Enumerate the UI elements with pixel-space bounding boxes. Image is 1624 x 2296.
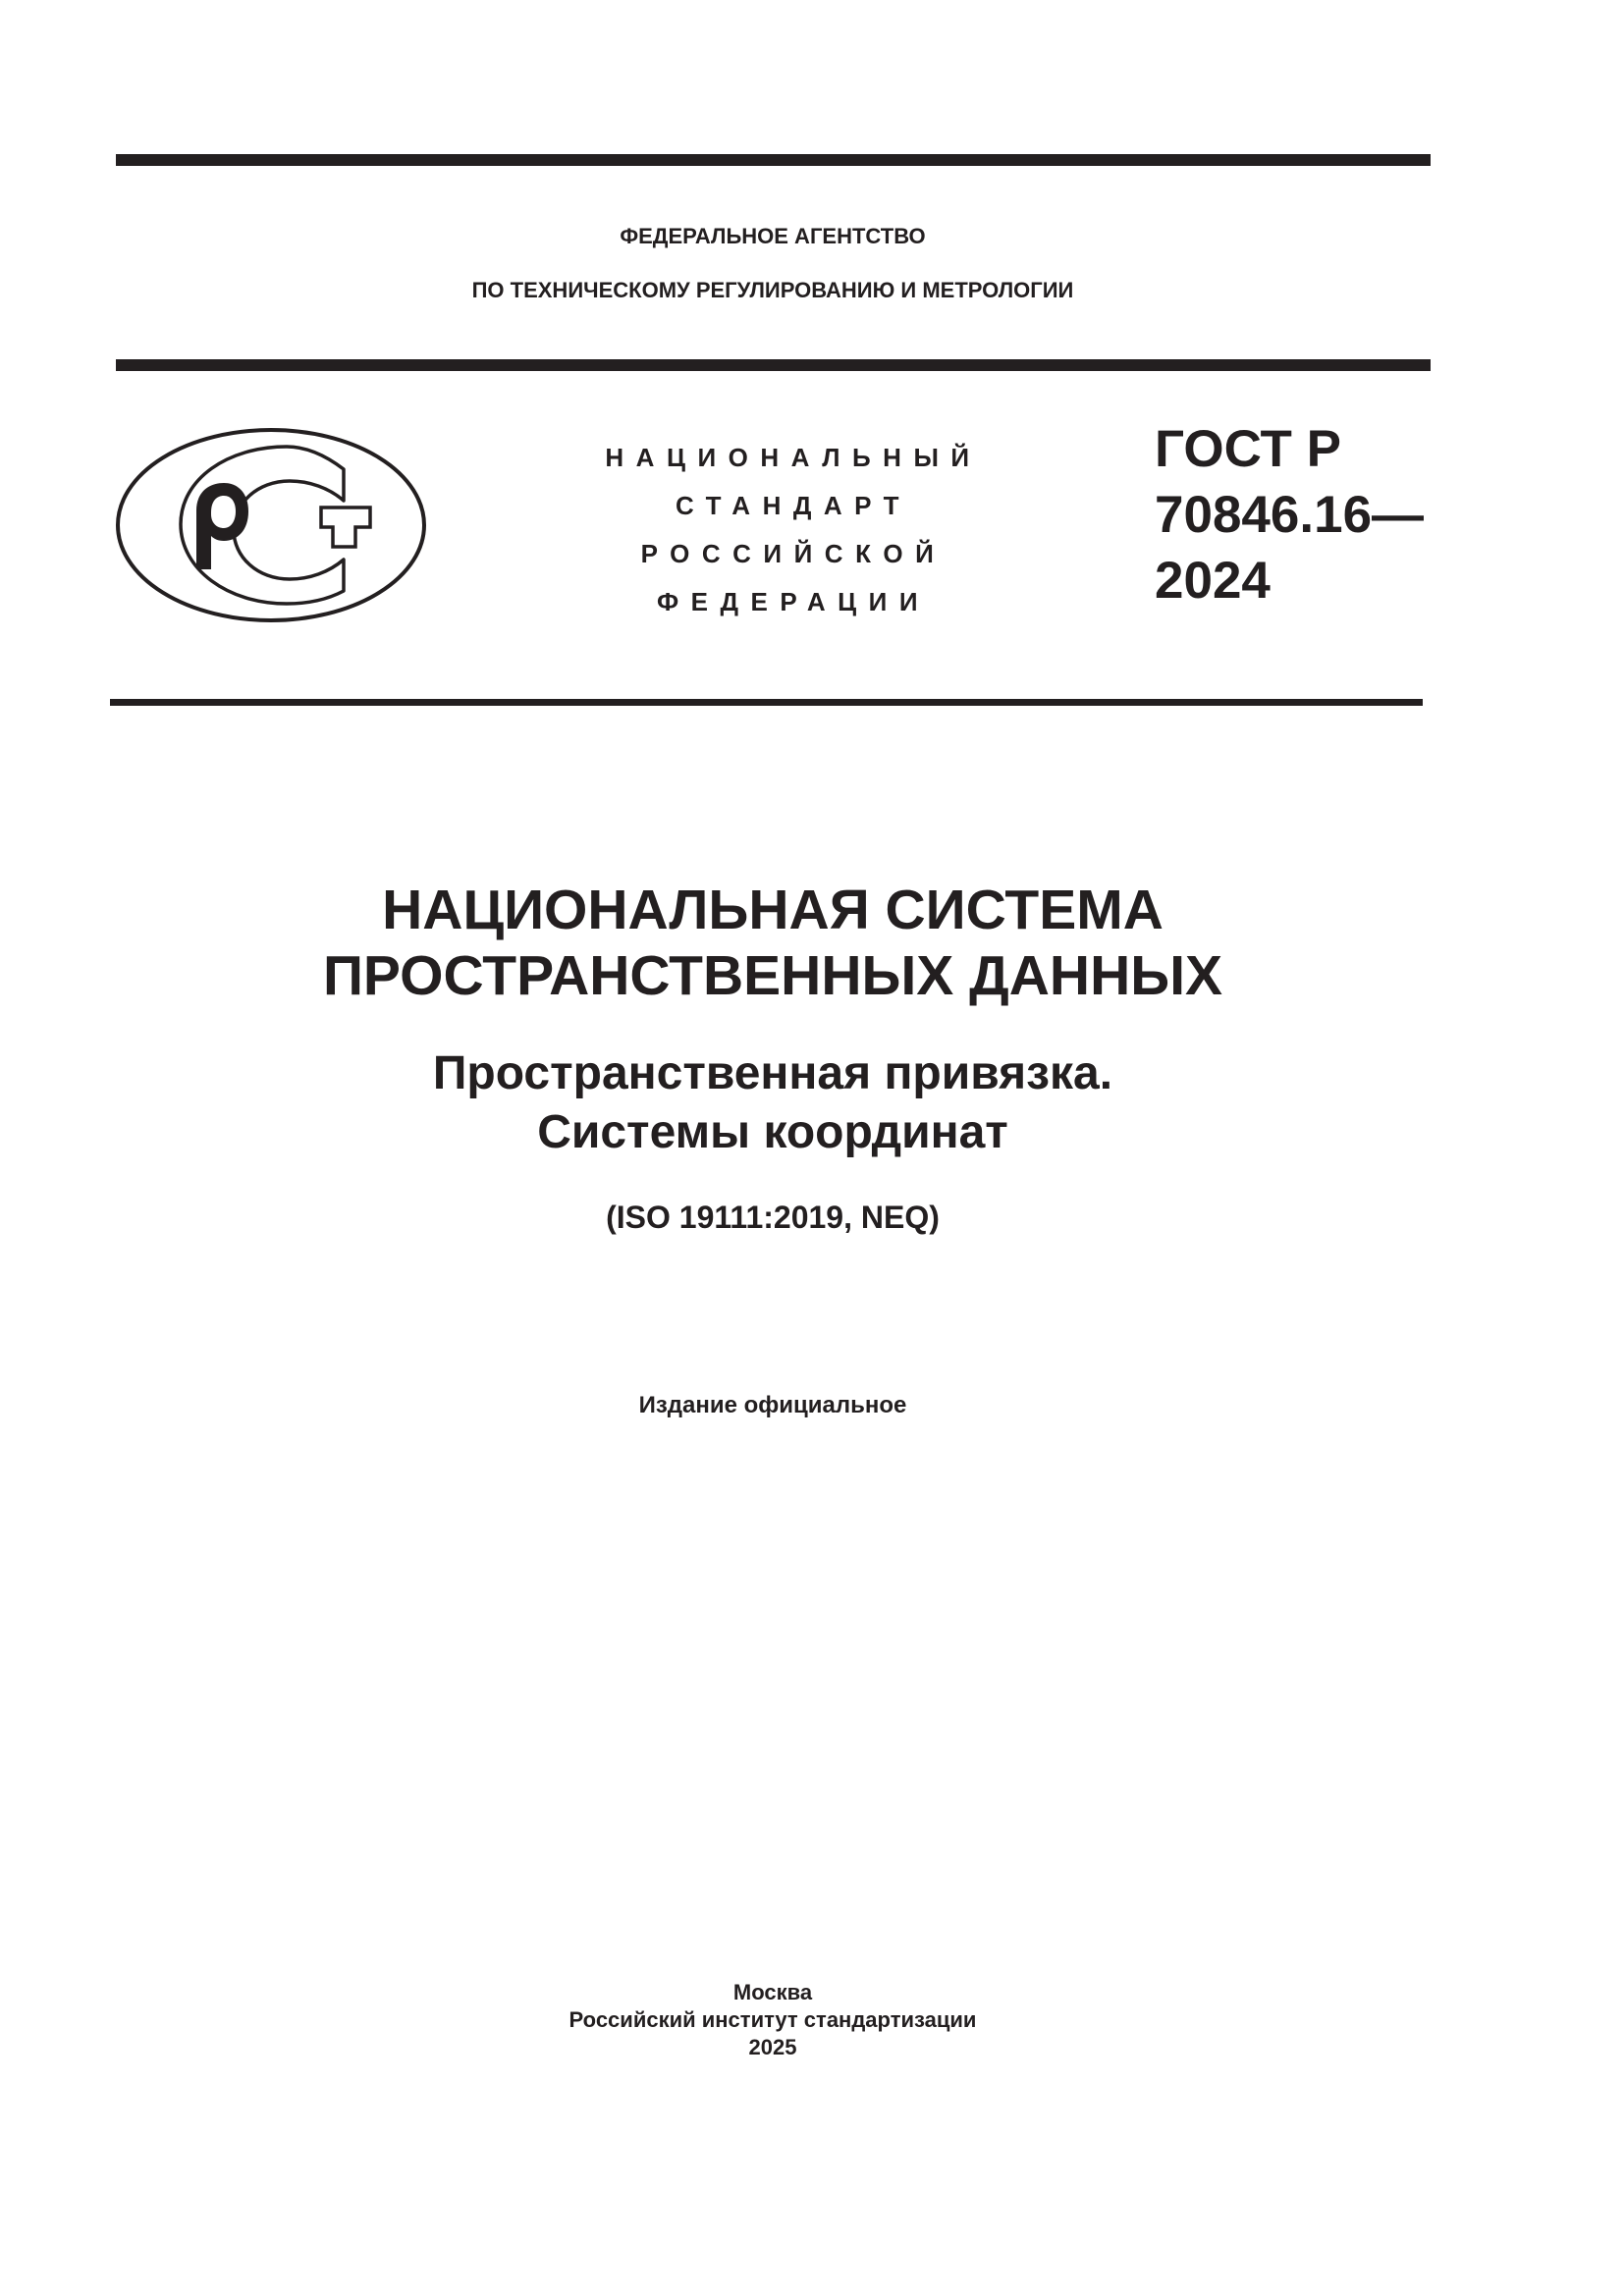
top-rule <box>116 154 1431 166</box>
designation-year: 2024 <box>1155 552 1271 610</box>
document-subtitle-line-2: Системы координат <box>537 1106 1008 1158</box>
designation-number: 70846.16— <box>1155 486 1425 544</box>
iso-reference: (ISO 19111:2019, NEQ) <box>606 1200 940 1235</box>
document-title-line-1: НАЦИОНАЛЬНАЯ СИСТЕМА <box>382 879 1164 941</box>
standard-type-line: РОССИЙСКОЙ <box>640 539 947 568</box>
standard-designation <box>1155 416 1424 614</box>
publisher-name: Российский институт стандартизации <box>568 2007 977 2032</box>
rst-logo <box>108 422 442 643</box>
edition-note: Издание официальное <box>638 1392 907 1418</box>
standard-type-label <box>550 434 1025 626</box>
standard-type-line: ФЕДЕРАЦИИ <box>656 587 931 616</box>
header-bottom-rule <box>116 359 1431 371</box>
designation-prefix: ГОСТ Р <box>1155 420 1341 478</box>
standard-type-line: НАЦИОНАЛЬНЫЙ <box>605 443 982 472</box>
document-subtitle-line-1: Пространственная привязка. <box>432 1047 1113 1099</box>
publication-year: 2025 <box>748 2035 797 2059</box>
document-title-line-2: ПРОСТРАНСТВЕННЫХ ДАННЫХ <box>322 944 1223 1007</box>
publication-city: Москва <box>732 1980 813 2004</box>
standard-type-line: СТАНДАРТ <box>675 491 912 520</box>
publication-imprint <box>0 1979 1545 2061</box>
rst-certification-mark-icon <box>108 422 442 638</box>
agency-name-line-1: ФЕДЕРАЛЬНОЕ АГЕНТСТВО <box>620 224 926 248</box>
agency-name-line-2: ПО ТЕХНИЧЕСКОМУ РЕГУЛИРОВАНИЮ И МЕТРОЛОГИИ <box>471 278 1074 302</box>
designation-bottom-rule <box>110 699 1423 706</box>
